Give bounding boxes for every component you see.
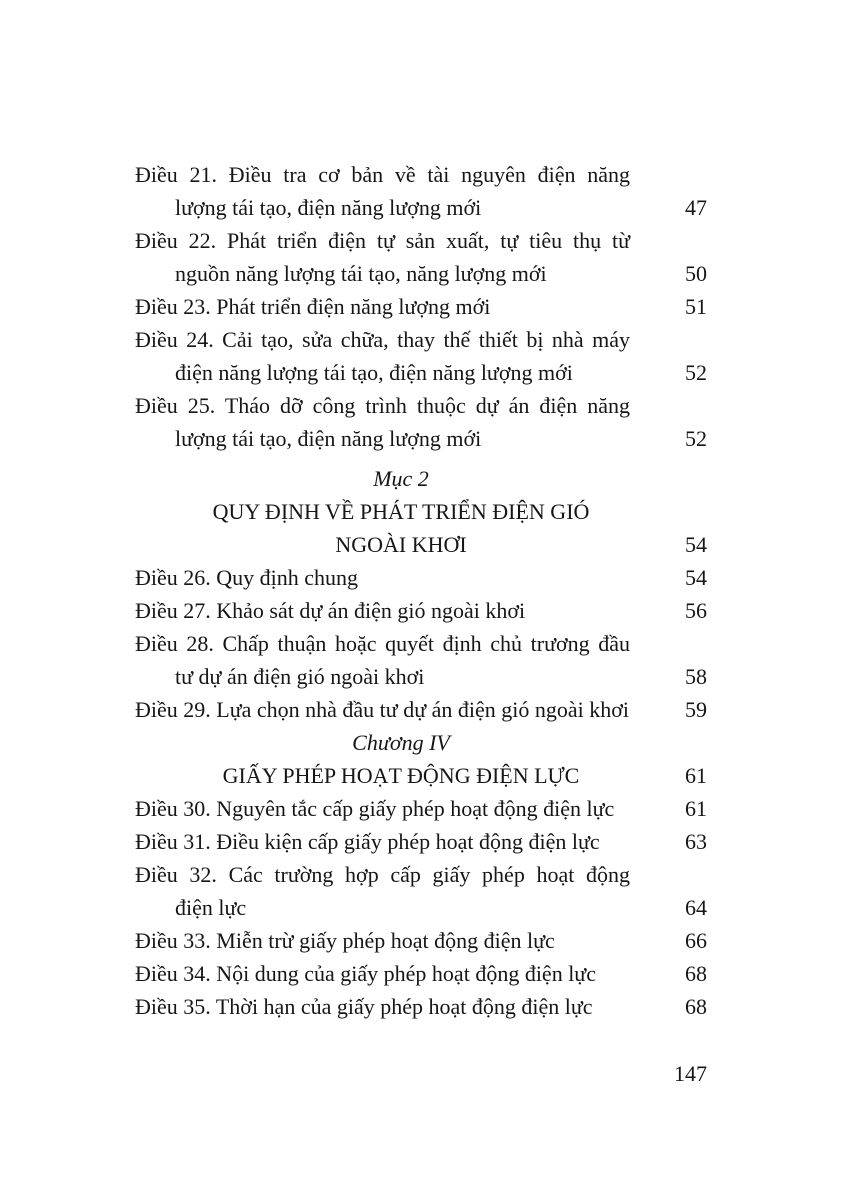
toc-entry-page-number: 58: [685, 664, 707, 689]
toc-entry-page-number: 54: [685, 565, 707, 590]
toc-line: Điều 32. Các trường hợp cấp giấy phép hoạt động: [135, 862, 630, 887]
toc-entry-page-number: 63: [685, 829, 707, 854]
toc-line: NGOÀI KHƠI: [335, 532, 467, 557]
toc-entry-page-number: 68: [685, 994, 707, 1019]
toc-entry-page-number: 68: [685, 961, 707, 986]
toc-line: Điều 31. Điều kiện cấp giấy phép hoạt động điện lực: [135, 829, 600, 854]
toc-entry: [135, 924, 707, 957]
toc-line: Điều 27. Khảo sát dự án điện gió ngoài khơi: [135, 598, 526, 623]
toc-entry: [135, 389, 707, 455]
toc-line: điện lực: [175, 895, 247, 920]
toc-line: Điều 29. Lựa chọn nhà đầu tư dự án điện gió ngoài khơi: [135, 697, 630, 722]
toc-entry-page-number: 54: [685, 532, 707, 557]
toc-chapter-label: [135, 726, 707, 759]
toc-chapter-title: [135, 759, 707, 792]
toc-entry-page-number: 61: [685, 763, 707, 788]
toc-line: tư dự án điện gió ngoài khơi: [175, 664, 425, 689]
toc-entry-page-number: 64: [685, 895, 707, 920]
page-number: 147: [674, 1061, 707, 1086]
toc-line: Điều 28. Chấp thuận hoặc quyết định chủ trương đầu: [135, 631, 630, 656]
toc-line: nguồn năng lượng tái tạo, năng lượng mới: [175, 261, 547, 286]
toc-section-title: [135, 495, 707, 561]
toc-line: Điều 22. Phát triển điện tự sản xuất, tự tiêu thụ từ: [135, 228, 630, 253]
toc-line: Điều 23. Phát triển điện năng lượng mới: [135, 294, 491, 319]
toc-entry-page-number: 61: [685, 796, 707, 821]
toc-line: Điều 30. Nguyên tắc cấp giấy phép hoạt động điện lực: [135, 796, 615, 821]
toc-entry: [135, 990, 707, 1023]
toc-entry: [135, 627, 707, 693]
toc-entry: [135, 957, 707, 990]
toc-line: lượng tái tạo, điện năng lượng mới: [175, 195, 482, 220]
toc-line: Điều 26. Quy định chung: [135, 565, 359, 590]
toc-line: Mục 2: [373, 466, 429, 491]
toc-entry-page-number: 52: [685, 426, 707, 451]
toc-entry: [135, 693, 707, 726]
toc-entry: [135, 290, 707, 323]
toc-entry: [135, 158, 707, 224]
toc-entry: [135, 224, 707, 290]
toc-entry: [135, 825, 707, 858]
toc-line: lượng tái tạo, điện năng lượng mới: [175, 426, 482, 451]
toc-entry-page-number: 47: [685, 195, 707, 220]
toc-entry: [135, 858, 707, 924]
toc-entry-page-number: 51: [685, 294, 707, 319]
toc-entry: [135, 561, 707, 594]
toc-entry: [135, 323, 707, 389]
toc-line: Chương IV: [352, 730, 450, 755]
toc-list: [135, 158, 707, 1023]
toc-line: điện năng lượng tái tạo, điện năng lượng mới: [175, 360, 573, 385]
toc-entry-page-number: 59: [685, 697, 707, 722]
toc-line: GIẤY PHÉP HOẠT ĐỘNG ĐIỆN LỰC: [222, 763, 580, 788]
toc-entry-page-number: 56: [685, 598, 707, 623]
toc-section-label: [135, 462, 707, 495]
toc-line: Điều 33. Miễn trừ giấy phép hoạt động điện lực: [135, 928, 555, 953]
toc-entry-page-number: 66: [685, 928, 707, 953]
toc-entry-page-number: 52: [685, 360, 707, 385]
toc-line: Điều 25. Tháo dỡ công trình thuộc dự án điện năng: [135, 393, 630, 418]
toc-line: Điều 24. Cải tạo, sửa chữa, thay thế thiết bị nhà máy: [135, 327, 630, 352]
toc-entry: [135, 594, 707, 627]
toc-line: QUY ĐỊNH VỀ PHÁT TRIỂN ĐIỆN GIÓ: [212, 499, 590, 524]
toc-line: Điều 34. Nội dung của giấy phép hoạt động điện lực: [135, 961, 596, 986]
toc-entry-page-number: 50: [685, 261, 707, 286]
toc-line: Điều 21. Điều tra cơ bản về tài nguyên điện năng: [135, 162, 630, 187]
toc-line: Điều 35. Thời hạn của giấy phép hoạt động điện lực: [135, 994, 593, 1019]
toc-entry: [135, 792, 707, 825]
